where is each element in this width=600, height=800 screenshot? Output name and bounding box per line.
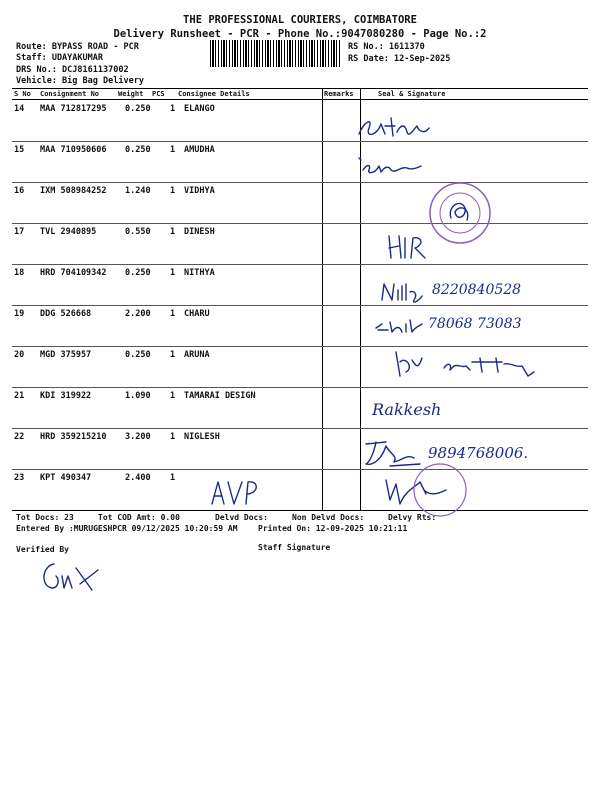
consignment-no: HRD 704109342 [40, 268, 107, 278]
consignment-no: MAA 712817295 [40, 104, 107, 114]
pcs: 1 [170, 186, 176, 196]
weight: 3.200 [125, 432, 151, 442]
name-row21: Rakkesh [372, 400, 442, 419]
verified-by-signature [36, 556, 106, 596]
delivered-docs: Delvd Docs: [215, 513, 268, 522]
signature-row19 [372, 316, 427, 336]
sno: 21 [14, 391, 25, 401]
weight: 0.250 [125, 145, 151, 155]
table-row [12, 387, 588, 429]
weight: 0.250 [125, 350, 151, 360]
weight: 1.090 [125, 391, 151, 401]
signature-row23 [380, 460, 480, 515]
pcs: 1 [170, 350, 176, 360]
phone-row19: 78068 73083 [428, 316, 522, 332]
sno: 23 [14, 473, 25, 483]
consignee: NIGLESH [184, 432, 220, 442]
pcs: 1 [170, 227, 176, 237]
vehicle: Vehicle: Big Bag Delivery [16, 76, 144, 86]
sno: 16 [14, 186, 25, 196]
delivery-returns: Delvy Rts: [388, 513, 437, 522]
pcs: 1 [170, 432, 176, 442]
staff-signature-label: Staff Signature [258, 543, 331, 552]
entered-by: Entered By :MURUGESHPCR 09/12/2025 10:20:59 AM [16, 524, 238, 533]
sno: 19 [14, 309, 25, 319]
pcs: 1 [170, 104, 176, 114]
consignment-no: KPT 490347 [40, 473, 92, 483]
rs-number: RS No.: 1611370 [348, 42, 425, 52]
weight: 0.550 [125, 227, 151, 237]
consignee: AMUDHA [184, 145, 215, 155]
drs-number: DRS No.: DCJ8161137002 [16, 65, 129, 75]
sno: 17 [14, 227, 25, 237]
consignee: ARUNA [184, 350, 210, 360]
total-docs: Tot Docs: 23 [16, 513, 74, 522]
route: Route: BYPASS ROAD - PCR [16, 42, 139, 52]
sno: 15 [14, 145, 25, 155]
consignee: CHARU [184, 309, 210, 319]
signature-row17 [385, 232, 430, 262]
col-remarks: Remarks [324, 90, 354, 98]
consignment-no: KDI 319922 [40, 391, 92, 401]
table-row [12, 223, 588, 265]
pcs: 1 [170, 309, 176, 319]
col-seal-signature: Seal & Signature [378, 90, 446, 98]
col-consignment: Consignment No [40, 90, 100, 98]
barcode [210, 40, 342, 67]
sno: 18 [14, 268, 25, 278]
consignee: NITHYA [184, 268, 215, 278]
weight: 0.250 [125, 268, 151, 278]
sno: 14 [14, 104, 25, 114]
weight: 0.250 [125, 104, 151, 114]
weight: 2.200 [125, 309, 151, 319]
pcs: 1 [170, 391, 176, 401]
runsheet-subtitle: Delivery Runsheet - PCR - Phone No.:9047080280 - Page No.:2 [113, 28, 487, 40]
staff: Staff: UDAYAKUMAR [16, 53, 103, 63]
company-stamp [425, 178, 495, 248]
non-delivered-docs: Non Delvd Docs: [292, 513, 365, 522]
signature-row15 [355, 152, 425, 177]
consignee: TAMARAI DESIGN [184, 391, 256, 401]
consignment-no: IXM 508984252 [40, 186, 107, 196]
printed-on: Printed On: 12-09-2025 10:21:11 [258, 524, 408, 533]
consignment-no: MAA 710950606 [40, 145, 107, 155]
col-sno: S No [14, 90, 31, 98]
table-row [12, 100, 588, 142]
consignment-no: TVL 2940895 [40, 227, 97, 237]
consignment-no: MGD 375957 [40, 350, 92, 360]
total-cod-amount: Tot COD Amt: 0.00 [98, 513, 180, 522]
sno: 22 [14, 432, 25, 442]
col-pcs: PCS [152, 90, 165, 98]
col-consignee: Consignee Details [178, 90, 250, 98]
consignee: ELANGO [184, 104, 215, 114]
signature-row18 [378, 278, 426, 304]
weight: 2.400 [125, 473, 151, 483]
consignment-no: DDG 526668 [40, 309, 92, 319]
pcs: 1 [170, 268, 176, 278]
sno: 20 [14, 350, 25, 360]
signature-row14 [355, 112, 435, 142]
pcs: 1 [170, 145, 176, 155]
table-top-rule [12, 88, 588, 89]
phone-row22: 9894768006. [428, 444, 529, 462]
consignee: VIDHYA [184, 186, 215, 196]
phone-row18: 8220840528 [432, 282, 522, 298]
weight: 1.240 [125, 186, 151, 196]
col-weight: Weight [118, 90, 144, 98]
signature-row20 [392, 348, 542, 384]
rs-date: RS Date: 12-Sep-2025 [348, 54, 451, 64]
company-title: THE PROFESSIONAL COURIERS, COIMBATORE [183, 14, 417, 26]
table-row [12, 141, 588, 183]
consignment-no: HRD 359215210 [40, 432, 107, 442]
pcs: 1 [170, 473, 176, 483]
signature-avp [208, 476, 268, 508]
consignee: DINESH [184, 227, 215, 237]
table-row [12, 469, 588, 511]
verified-by-label: Verified By [16, 545, 69, 554]
table-row [12, 182, 588, 224]
